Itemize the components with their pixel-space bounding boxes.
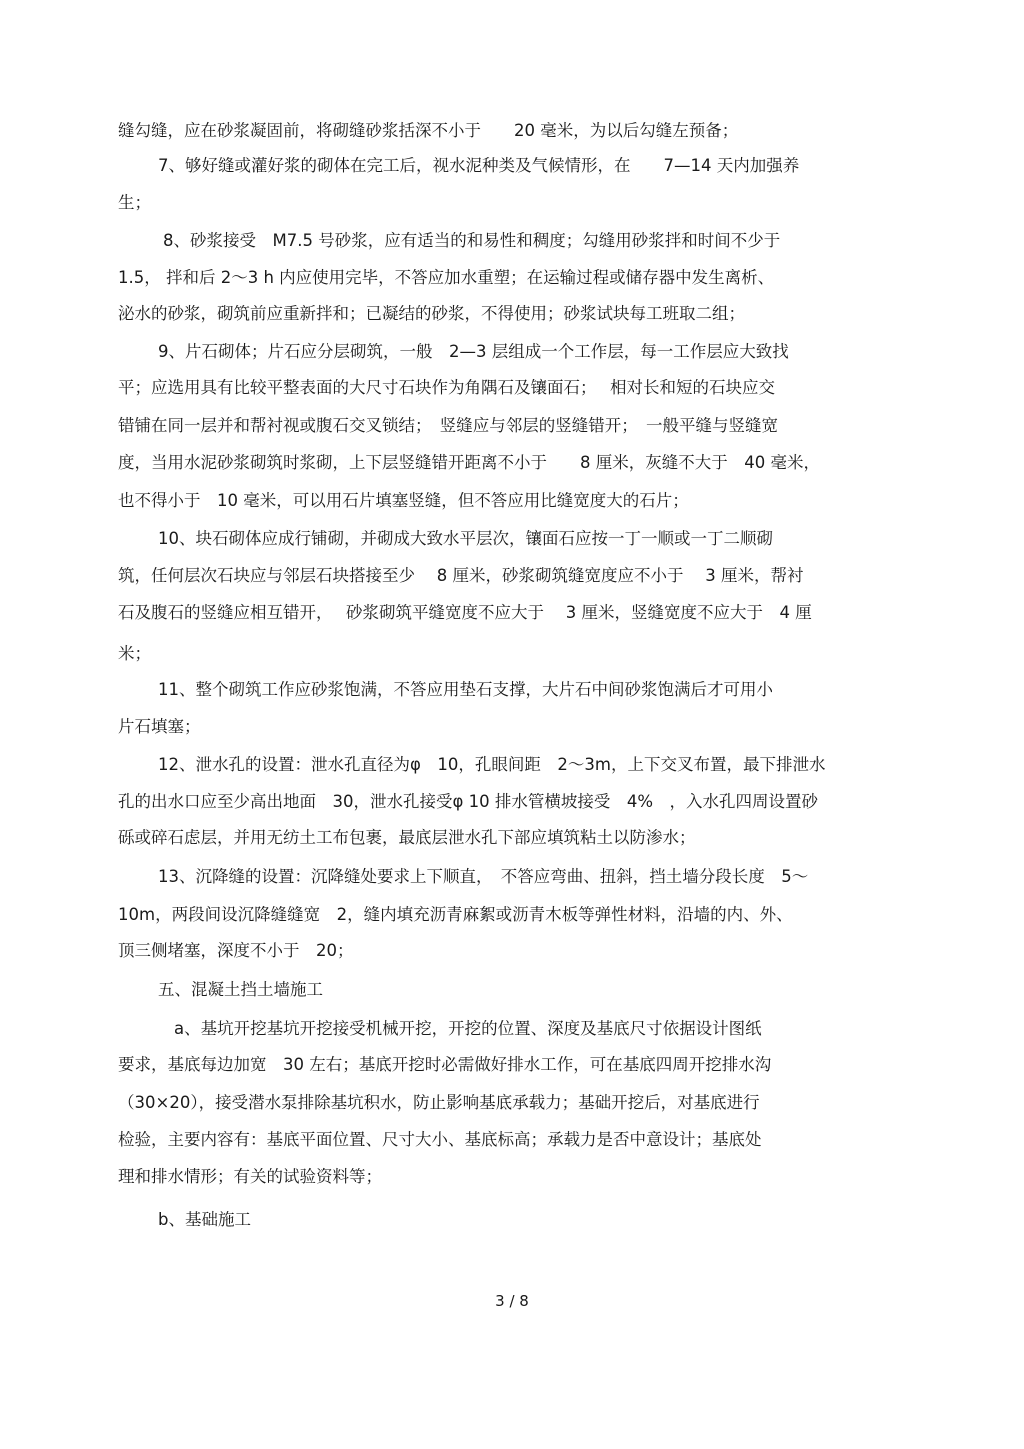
text-line: 10m，两段间设沉降缝缝宽 2，缝内填充沥青麻絮或沥青木板等弹性材料，沿墙的内、外、: [118, 905, 793, 924]
text-line: 砾或碎石虑层，并用无纺土工布包裹，最底层泄水孔下部应填筑粘土以防渗水；: [118, 828, 696, 847]
text-line: （30×20），接受潜水泵排除基坑积水，防止影响基底承载力；基础开挖后，对基底进行: [118, 1093, 760, 1112]
text-line: 8、砂浆接受 M7.5 号砂浆，应有适当的和易性和稠度；勾缝用砂浆拌和时间不少于: [163, 231, 781, 250]
section-heading: 五、混凝土挡土墙施工: [158, 980, 323, 999]
text-line: 检验，主要内容有：基底平面位置、尺寸大小、基底标高；承载力是否中意设计；基底处: [118, 1130, 762, 1149]
text-line: 顶三侧堵塞，深度不小于 20；: [118, 941, 354, 960]
text-line: 平；应选用具有比较平整表面的大尺寸石块作为角隅石及镶面石； 相对长和短的石块应交: [118, 378, 775, 397]
text-line: 也不得小于 10 毫米，可以用石片填塞竖缝，但不答应用比缝宽度大的石片；: [118, 491, 689, 510]
text-line: 11、整个砌筑工作应砂浆饱满，不答应用垫石支撑，大片石中间砂浆饱满后才可用小: [158, 680, 773, 699]
text-line: 筑，任何层次石块应与邻层石块搭接至少 8 厘米，砂浆砌筑缝宽度应不小于 3 厘米，帮衬: [118, 566, 804, 585]
text-line: 生；: [118, 193, 151, 212]
text-line: 7、够好缝或灌好浆的砌体在完工后，视水泥种类及气候情形，在 7—14 天内加强养: [158, 156, 800, 175]
text-line: 1.5， 拌和后 2～3 h 内应使用完毕，不答应加水重塑；在运输过程或储存器中发生离析、: [118, 268, 775, 287]
text-line: 13、沉降缝的设置：沉降缝处要求上下顺直， 不答应弯曲、扭斜，挡土墙分段长度 5～: [158, 867, 809, 886]
text-line: 孔的出水口应至少高出地面 30，泄水孔接受φ 10 排水管横坡接受 4% ，入水孔四周设置砂: [118, 792, 819, 811]
text-line: 泌水的砂浆，砌筑前应重新拌和；已凝结的砂浆，不得使用；砂浆试块每工班取二组；: [118, 304, 745, 323]
page-number: 3 / 8: [495, 1292, 529, 1310]
subsection-heading: b、基础施工: [158, 1210, 251, 1229]
text-line: 理和排水情形；有关的试验资料等；: [118, 1167, 382, 1186]
text-line: 缝勾缝，应在砂浆凝固前，将砌缝砂浆括深不小于 20 毫米，为以后勾缝左预备；: [118, 121, 739, 140]
text-line: 石及腹石的竖缝应相互错开， 砂浆砌筑平缝宽度不应大于 3 厘米，竖缝宽度不应大于 4 厘: [118, 603, 812, 622]
text-line: 片石填塞；: [118, 717, 201, 736]
text-line: 要求，基底每边加宽 30 左右；基底开挖时必需做好排水工作，可在基底四周开挖排水沟: [118, 1055, 772, 1074]
text-line: 度，当用水泥砂浆砌筑时浆砌，上下层竖缝错开距离不小于 8 厘米，灰缝不大于 40 毫米，: [118, 453, 820, 472]
text-line: a、基坑开挖基坑开挖接受机械开挖，开挖的位置、深度及基底尺寸依据设计图纸: [174, 1019, 762, 1038]
text-line: 9、片石砌体；片石应分层砌筑，一般 2—3 层组成一个工作层，每一工作层应大致找: [158, 342, 789, 361]
text-line: 12、泄水孔的设置：泄水孔直径为φ 10，孔眼间距 2～3m，上下交叉布置，最下排泄水: [158, 755, 826, 774]
text-line: 米；: [118, 644, 151, 663]
text-line: 错铺在同一层并和帮衬视或腹石交叉锁结； 竖缝应与邻层的竖缝错开； 一般平缝与竖缝宽: [118, 416, 778, 435]
text-line: 10、块石砌体应成行铺砌，并砌成大致水平层次，镶面石应按一丁一顺或一丁二顺砌: [158, 529, 773, 548]
